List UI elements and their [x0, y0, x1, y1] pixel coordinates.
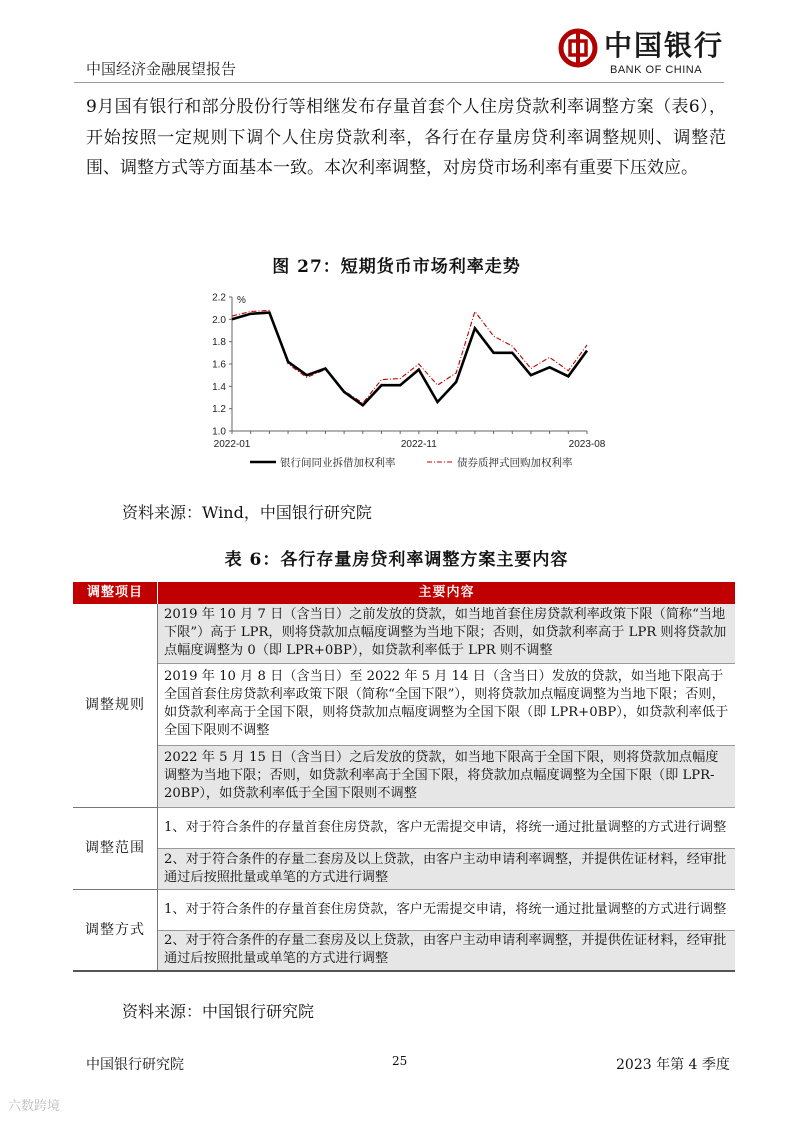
adjustment-table [73, 582, 735, 972]
logo-chinese-name: 中国银行 [604, 29, 725, 62]
header-content: 主要内容 [158, 582, 736, 604]
bank-of-china-emblem-icon [558, 28, 598, 68]
y-tick-label: 1.4 [212, 381, 226, 393]
logo-english-name: BANK OF CHINA [610, 64, 703, 76]
method-label: 调整方式 [73, 889, 158, 971]
watermark: 六数跨境 [8, 1099, 61, 1114]
rules-label: 调整规则 [73, 604, 158, 807]
footer-quarter: 2023 年第 4 季度 [616, 1057, 730, 1073]
table-row [73, 848, 735, 889]
y-tick-label: 1.6 [212, 359, 226, 371]
header-item: 调整项目 [73, 582, 158, 604]
table-header-row [73, 582, 735, 604]
figure-title: 图 27：短期货币市场利率走势 [272, 257, 521, 277]
table-row [73, 604, 735, 663]
rate-line-chart [195, 285, 615, 480]
table-row [73, 889, 735, 930]
x-tick-label: 2022-11 [400, 439, 437, 450]
y-tick-label: 1.2 [212, 404, 226, 416]
scope-2-cell: 2、对于符合条件的存量二套房及以上贷款，由客户主动申请利率调整，并提供佐证材料，经审批通过后按照批量或单笔的方式进行调整 [158, 848, 736, 889]
method-2-cell: 2、对于符合条件的存量二套房及以上贷款，由客户主动申请利率调整，并提供佐证材料，经审批通过后按照批量或单笔的方式进行调整 [158, 930, 736, 971]
scope-1-cell: 1、对于符合条件的存量首套住房贷款，客户无需提交申请，将统一通过批量调整的方式进行调整 [158, 807, 736, 848]
body-paragraph: 9月国有银行和部分股份行等相继发布存量首套个人住房贷款利率调整方案（表6），开始按照一定规则下调个人住房贷款利率，各行在存量房贷利率调整规则、调整范围、调整方式等方面基本一致。本次利率调整，对房贷市场利率有重要下压效应。 [86, 97, 726, 178]
method-1-cell: 1、对于符合条件的存量首套住房贷款，客户无需提交申请，将统一通过批量调整的方式进行调整 [158, 889, 736, 930]
series-line-interbank-rate [232, 313, 587, 406]
table-title: 表 6：各行存量房贷利率调整方案主要内容 [224, 550, 569, 570]
table-row [73, 663, 735, 745]
rule-1-cell: 2019 年 10 月 7 日（含当日）之前发放的贷款，如当地首套住房贷款利率政策下限（简称“当地下限”）高于 LPR，则将贷款加点幅度调整为当地下限；否则，如贷款利率高于 LPR 则将贷款加点幅度调整为 0（即 LPR+0BP），如贷款利率低于 LPR 则不调整 [158, 604, 736, 663]
bank-logo [558, 22, 728, 82]
x-tick-label: 2022-01 [213, 439, 251, 450]
figure-source: 资料来源：Wind，中国银行研究院 [122, 503, 372, 522]
x-tick-label: 2023-08 [568, 439, 606, 450]
legend-label: 银行间同业拆借加权利率 [280, 457, 396, 469]
table-row [73, 930, 735, 971]
y-axis-unit-label: % [237, 295, 246, 306]
report-title: 中国经济金融展望报告 [86, 60, 237, 78]
rule-3-cell: 2022 年 5 月 15 日（含当日）之后发放的贷款，如当地下限高于全国下限，则将贷款加点幅度调整为当地下限；否则，如贷款利率高于全国下限，将贷款加点幅度调整为全国下限（即 LPR-20BP），如贷款利率低于全国下限则不调整 [158, 745, 736, 807]
table-row [73, 745, 735, 807]
header-divider [74, 82, 724, 83]
table-row [73, 807, 735, 848]
page-number: 25 [392, 1054, 408, 1068]
rule-2-cell: 2019 年 10 月 8 日（含当日）至 2022 年 5 月 14 日（含当日）发放的贷款，如当地下限高于全国首套住房贷款利率政策下限（简称“全国下限”），则将贷款加点幅度调整为当地下限；否则，如贷款利率高于全国下限，则将贷款加点幅度调整为全国下限（即 LPR+0BP），如贷款利率低于全国下限则不调整 [158, 663, 736, 745]
y-tick-label: 1.8 [212, 337, 226, 349]
y-tick-label: 2.0 [212, 314, 226, 326]
scope-label: 调整范围 [73, 807, 158, 889]
y-tick-label: 2.2 [212, 292, 226, 304]
legend-label: 债券质押式回购加权利率 [457, 457, 573, 469]
y-tick-label: 1.0 [212, 426, 226, 438]
footer-org: 中国银行研究院 [86, 1057, 184, 1073]
table-source: 资料来源：中国银行研究院 [122, 1002, 315, 1021]
